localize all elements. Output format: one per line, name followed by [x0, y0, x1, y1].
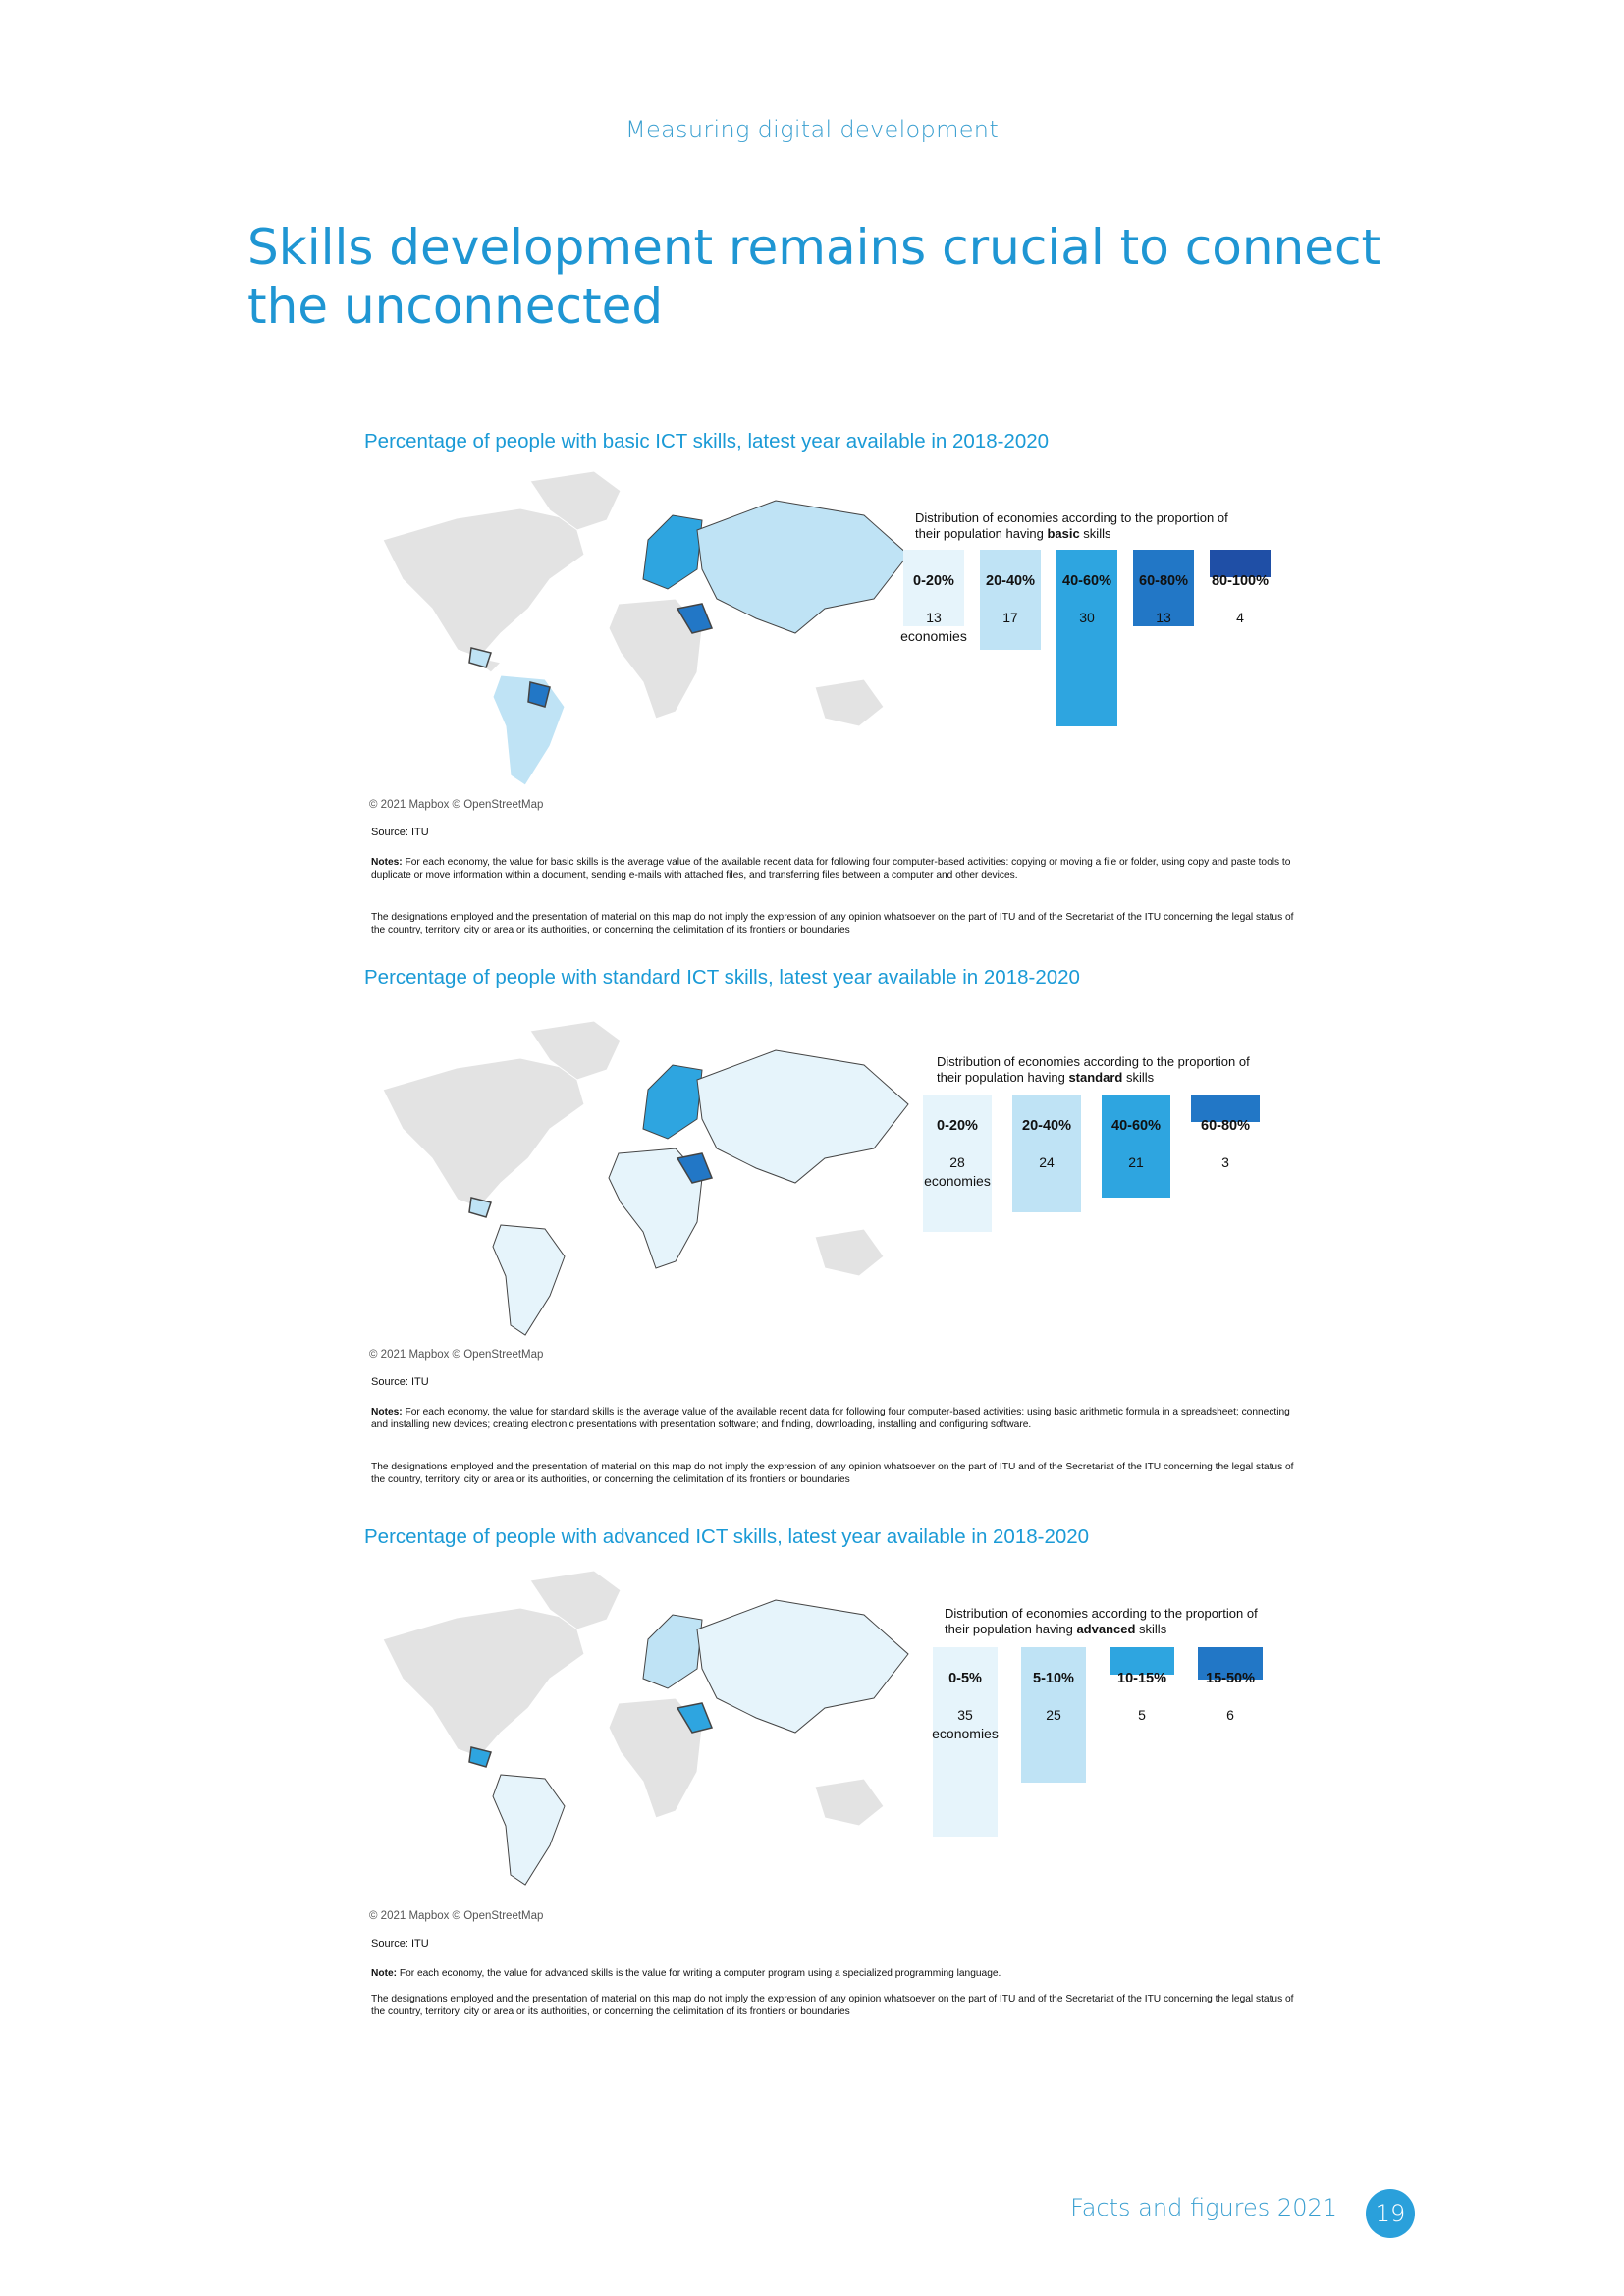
region-mexico: [469, 1198, 491, 1217]
map-credit: © 2021 Mapbox © OpenStreetMap: [369, 799, 544, 811]
notes-label: Notes:: [371, 857, 403, 868]
notes-label: Notes:: [371, 1407, 403, 1417]
bar-value-label: 5: [1138, 1707, 1146, 1723]
region-mexico: [469, 1747, 491, 1767]
bar-category-label: 0-20%: [937, 1118, 978, 1134]
bar-value-label: 13 economies: [900, 610, 967, 644]
bar-value-label: 6: [1226, 1707, 1234, 1723]
asia-landmass: [697, 501, 908, 633]
south-america-landmass: [493, 1775, 565, 1885]
bar-category-label: 60-80%: [1201, 1118, 1250, 1134]
source: Source: ITU: [371, 1938, 429, 1949]
notes: [371, 1406, 1304, 1431]
disclaimer: The designations employed and the presentation of material on this map do not imply the expression of any opinion whatsoever on the part of ITU and of the Secretariat of the ITU concerning the legal status of the country, territory, city or area or its authorities, or concerning the delimitation of its frontiers or boundaries: [371, 912, 1294, 935]
bar-value-label: 35 economies: [932, 1707, 999, 1741]
legend-caption-end: skills: [1122, 1070, 1155, 1085]
bar-value-label: 24: [1039, 1154, 1055, 1170]
source: Source: ITU: [371, 1376, 429, 1388]
bar-40-60%: [1102, 1095, 1170, 1198]
asia-landmass: [697, 1050, 908, 1183]
legend-caption-bold: advanced: [1076, 1622, 1136, 1636]
distribution-chart: [900, 550, 1296, 756]
notes: [371, 856, 1304, 881]
region-brazil-highlight: [528, 682, 550, 707]
world-map-graphic: [363, 1561, 913, 1904]
world-map: [363, 1011, 913, 1345]
page-number: 19: [1366, 2189, 1415, 2238]
bar-value-label: 21: [1128, 1154, 1144, 1170]
disclaimer: The designations employed and the presentation of material on this map do not imply the expression of any opinion whatsoever on the part of ITU and of the Secretariat of the ITU concerning the legal status of the country, territory, city or area or its authorities, or concerning the delimitation of its frontiers or boundaries: [371, 1462, 1294, 1485]
bar-value-label: 30: [1079, 610, 1095, 625]
legend-caption-end: skills: [1079, 526, 1111, 541]
legend-caption-end: skills: [1135, 1622, 1167, 1636]
legend-caption: [937, 1054, 1261, 1086]
unit-label: economies: [900, 628, 967, 644]
legend-caption-text: Distribution of economies according to the proportion of their population having: [937, 1054, 1250, 1085]
world-map: [363, 461, 913, 795]
figure-title: Percentage of people with standard ICT skills, latest year available in 2018-2020: [364, 966, 1080, 988]
north-america-landmass: [383, 508, 584, 658]
notes-text: For each economy, the value for advanced skills is the value for writing a computer program using a specialized programming language.: [397, 1968, 1001, 1979]
bar-category-label: 80-100%: [1211, 573, 1270, 589]
map-credit: © 2021 Mapbox © OpenStreetMap: [369, 1910, 544, 1922]
australia-landmass: [815, 1229, 884, 1276]
bar-value-label: 17: [1002, 610, 1018, 625]
notes-text: For each economy, the value for standard skills is the average value of the available recent data for following four computer-based activities: using basic arithmetic formula in a spreadsheet; connecting and installing new devices; creating electronic presentations with presentation software; and finding, downloading, installing and configuring software.: [371, 1407, 1290, 1430]
south-america-landmass: [493, 1225, 565, 1335]
footer-title: Facts and figures 2021: [1070, 2194, 1337, 2221]
legend-caption-text: Distribution of economies according to the proportion of their population having: [915, 510, 1228, 541]
bar-value-label: 25: [1046, 1707, 1061, 1723]
legend-caption: [945, 1606, 1269, 1637]
page-title: Skills development remains crucial to connect the unconnected: [247, 219, 1381, 335]
bar-category-label: 0-5%: [948, 1671, 982, 1686]
bar-value-label: 13: [1156, 610, 1171, 625]
north-america-landmass: [383, 1058, 584, 1207]
legend-caption-text: Distribution of economies according to the proportion of their population having: [945, 1606, 1258, 1636]
bar-category-label: 10-15%: [1117, 1671, 1166, 1686]
notes-label: Note:: [371, 1968, 398, 1979]
running-header: Measuring digital development: [624, 116, 1000, 143]
europe-landmass: [643, 1065, 702, 1139]
bar-value-label: 3: [1221, 1154, 1229, 1170]
bar-category-label: 40-60%: [1062, 573, 1111, 589]
source: Source: ITU: [371, 827, 429, 838]
bar-value-label: 28 economies: [924, 1154, 991, 1189]
world-map-graphic: [363, 1011, 913, 1345]
figure-title: Percentage of people with advanced ICT skills, latest year available in 2018-2020: [364, 1525, 1090, 1548]
asia-landmass: [697, 1600, 908, 1733]
world-map: [363, 1561, 913, 1904]
disclaimer: The designations employed and the presentation of material on this map do not imply the expression of any opinion whatsoever on the part of ITU and of the Secretariat of the ITU concerning the legal status of the country, territory, city or area or its authorities, or concerning the delimitation of its frontiers or boundaries: [371, 1994, 1294, 2017]
figure-title: Percentage of people with basic ICT skills, latest year available in 2018-2020: [364, 430, 1050, 453]
australia-landmass: [815, 1779, 884, 1826]
bar-category-label: 0-20%: [913, 573, 954, 589]
bar-category-label: 20-40%: [986, 573, 1035, 589]
bar-category-label: 5-10%: [1033, 1671, 1074, 1686]
europe-landmass: [643, 515, 702, 589]
legend-caption-bold: basic: [1047, 526, 1080, 541]
europe-landmass: [643, 1615, 702, 1688]
bar-value-label: 4: [1236, 610, 1244, 625]
unit-label: economies: [924, 1173, 991, 1189]
map-credit: © 2021 Mapbox © OpenStreetMap: [369, 1349, 544, 1361]
bar-category-label: 15-50%: [1206, 1671, 1255, 1686]
region-mexico: [469, 648, 491, 667]
legend-caption-bold: standard: [1068, 1070, 1123, 1085]
distribution-chart: [933, 1647, 1296, 1873]
australia-landmass: [815, 679, 884, 726]
north-america-landmass: [383, 1608, 584, 1757]
world-map-graphic: [363, 461, 913, 795]
bar-20-40%: [980, 550, 1041, 650]
notes-text: For each economy, the value for basic skills is the average value of the available recent data for following four computer-based activities: copying or moving a file or folder, using copy and paste tools to duplicate or move information within a document, sending e-mails with attached files, and transferring files between a computer and other devices.: [371, 857, 1291, 881]
bar-category-label: 40-60%: [1111, 1118, 1161, 1134]
legend-caption: [915, 510, 1239, 542]
bar-category-label: 20-40%: [1022, 1118, 1071, 1134]
unit-label: economies: [932, 1726, 999, 1741]
bar-category-label: 60-80%: [1139, 573, 1188, 589]
notes: [371, 1967, 1304, 1980]
distribution-chart: [923, 1095, 1296, 1306]
